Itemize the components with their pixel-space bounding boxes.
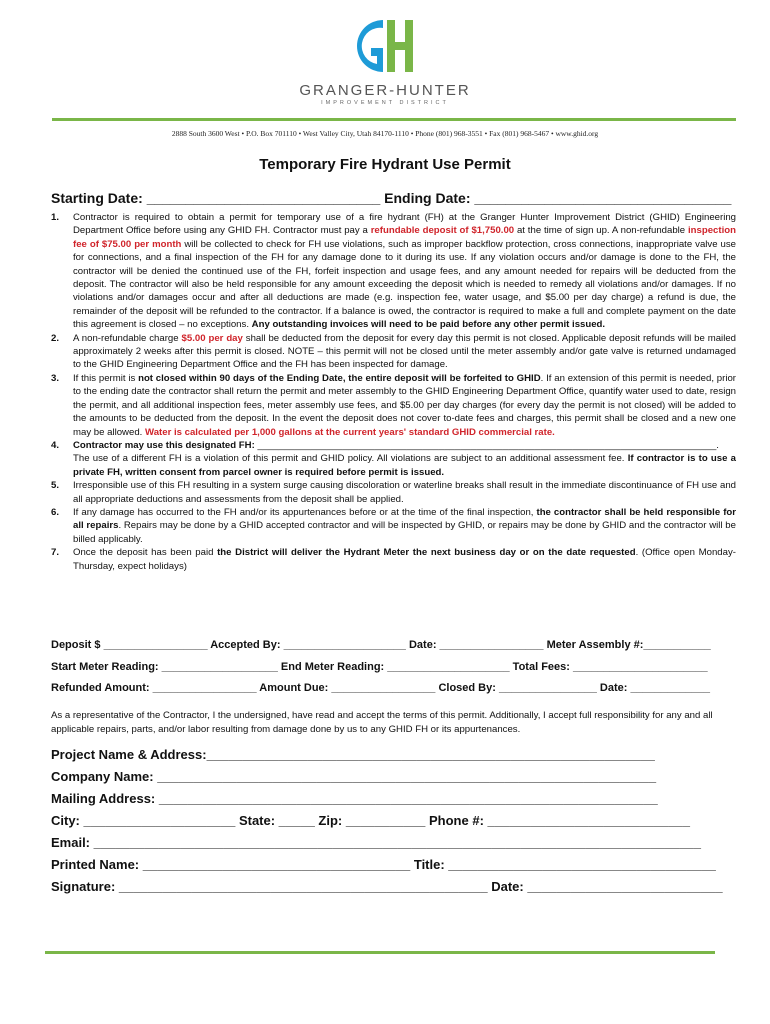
acknowledgement-text: As a representative of the Contractor, I the undersigned, have read and accept the terms of this permit. Additionally, I accept full responsibility for any and all applicable repairs, parts, and/or labor resulting from damage done by us to any GHID FH or its appurtenances. — [51, 710, 713, 735]
start-date-label: Starting Date: — [51, 190, 143, 206]
term-item-3: 3. If this permit is not closed within 90 days of the Ending Date, the entire deposit will be forfeited to GHID. If an extension of this permit is needed, prior to the ending date the contractor shall return the permit and meter assembly to the GHID Engineering Department Office, quantify water used to date, resign the permit, and all additional inspection fees, meter assembly use fees, and $5.00 per day charges (for every day the permit is not closed) will be added to the amounts to be deducted from the deposit. In the event the deposit does not cover to-date fees and charges, this permit shall be closed and a new one may be allowed. Water is calculated per 1,000 gallons at the current years' standard GHID commercial rate. — [51, 372, 736, 438]
org-name: GRANGER-HUNTER — [299, 82, 471, 99]
terms-list — [51, 211, 736, 573]
address-line: 2888 South 3600 West • P.O. Box 701110 • West Valley City, Utah 84170-1110 • Phone (801) 968-3551 • Fax (801) 968-5467 • www.ghid.org — [171, 129, 599, 138]
city-state-zip-phone-row[interactable]: City: _____________________ State: _____ Zip: ___________ Phone #: ____________________________ — [51, 813, 690, 828]
designated-fh-field[interactable]: ______________________________________________________________________________________. — [254, 439, 719, 451]
org-subtitle: IMPROVEMENT DISTRICT — [321, 100, 449, 106]
term-item-5: 5. Irresponsible use of this FH resulting in a system surge causing discoloration or waterline breaks shall result in the immediate discontinuance of FH use and all appropriate deductions and assessments from the deposit shall be applied. — [51, 480, 736, 505]
term-item-4: 4. Contractor may use this designated FH: ______________________________________________________________________________________. The use of a different FH is a violation of this permit and GHID policy. All violations are subject to an additional assessment fee. If contractor is to use a private FH, written consent from parcel owner is required before permit is issued. — [51, 439, 737, 478]
end-date-field[interactable]: _________________________________ — [474, 190, 732, 206]
signature-date-row[interactable]: Signature: ___________________________________________________ Date: ___________________________ — [51, 879, 723, 894]
refund-row[interactable]: Refunded Amount: _________________ Amount Due: _________________ Closed By: ________________ Date: _____________ — [51, 682, 710, 694]
term-item-6: 6. If any damage has occurred to the FH and/or its appurtenances before or at the time of the final inspection, the contractor shall be held responsible for all repairs. Repairs may be done by a GHID accepted contractor and will be inspected by GHID, or repairs may be done by GHID and the contractor will be billed applicably. — [51, 506, 737, 545]
logo — [290, 12, 480, 122]
meter-reading-row[interactable]: Start Meter Reading: ___________________ End Meter Reading: ____________________ Total Fees: ______________________ — [51, 661, 708, 673]
term-item-7: 7. Once the deposit has been paid the District will deliver the Hydrant Meter the next business day or on the date requested. (Office open Monday-Thursday, expect holidays) — [51, 547, 736, 572]
deposit-row[interactable]: Deposit $ _________________ Accepted By: ____________________ Date: _________________ Meter Assembly #:___________ — [51, 639, 711, 651]
gh-logo-mark — [353, 12, 417, 80]
mailing-address-field[interactable]: Mailing Address: _____________________________________________________________________ — [51, 791, 658, 806]
term-item-1: 1. Contractor is required to obtain a permit for temporary use of a fire hydrant (FH) at the Granger Hunter Improvement District (GHID) Engineering Department Office before using any GHID FH. Contractor must pay a refundable deposit of $1,750.00 at the time of sign up. A non-refundable inspection fee of $75.00 per month will be collected to check for FH use violations, such as improper backflow protection, cross connections, inappropriate valve use for connections, and a final inspection of the FH for any damage done to it during its use. If any violation occurs and/or damage is done to the FH, the contractor will be denied the continued use of the FH, forfeit inspection and usage fees, and any amount needed for repairs will be deducted from the deposit. The contractor will also be held responsible for any amount exceeding the deposit which is needed to remedy all violations and/or damages. If no violations and/or damages occur and after all deductions are made (e.g. inspection fee, water usage, and $5.00 per day charge) a refund is due, the remainder of the deposit will be refunded to the contractor. If a balance is owed, the contractor is required to make a full and complete payment on the date this agreement is closed – no exceptions. Any outstanding invoices will need to be paid before any other permit issued. — [51, 212, 736, 331]
end-date-label: Ending Date: — [384, 190, 471, 206]
printed-name-title-row[interactable]: Printed Name: _____________________________________ Title: _____________________________________ — [51, 857, 716, 872]
project-name-field[interactable]: Project Name & Address:______________________________________________________________ — [51, 747, 655, 762]
term-item-2: 2. A non-refundable charge $5.00 per day shall be deducted from the deposit for every day this permit is not closed. Applicable deposit refunds will be mailed approximately 2 weeks after this permit is closed. NOTE – this permit will not be closed until the meter assembly and/or gate valve is returned undamaged to the GHID Engineering Department Office and the FH has been inspected for damage. — [51, 332, 736, 371]
footer-rule — [45, 951, 715, 954]
email-field[interactable]: Email: ____________________________________________________________________________________ — [51, 835, 701, 850]
page-title: Temporary Fire Hydrant Use Permit — [259, 156, 511, 173]
header-rule — [52, 118, 736, 121]
date-row — [51, 190, 731, 206]
company-name-field[interactable]: Company Name: _____________________________________________________________________ — [51, 769, 657, 784]
start-date-field[interactable]: ______________________________ — [146, 190, 381, 206]
